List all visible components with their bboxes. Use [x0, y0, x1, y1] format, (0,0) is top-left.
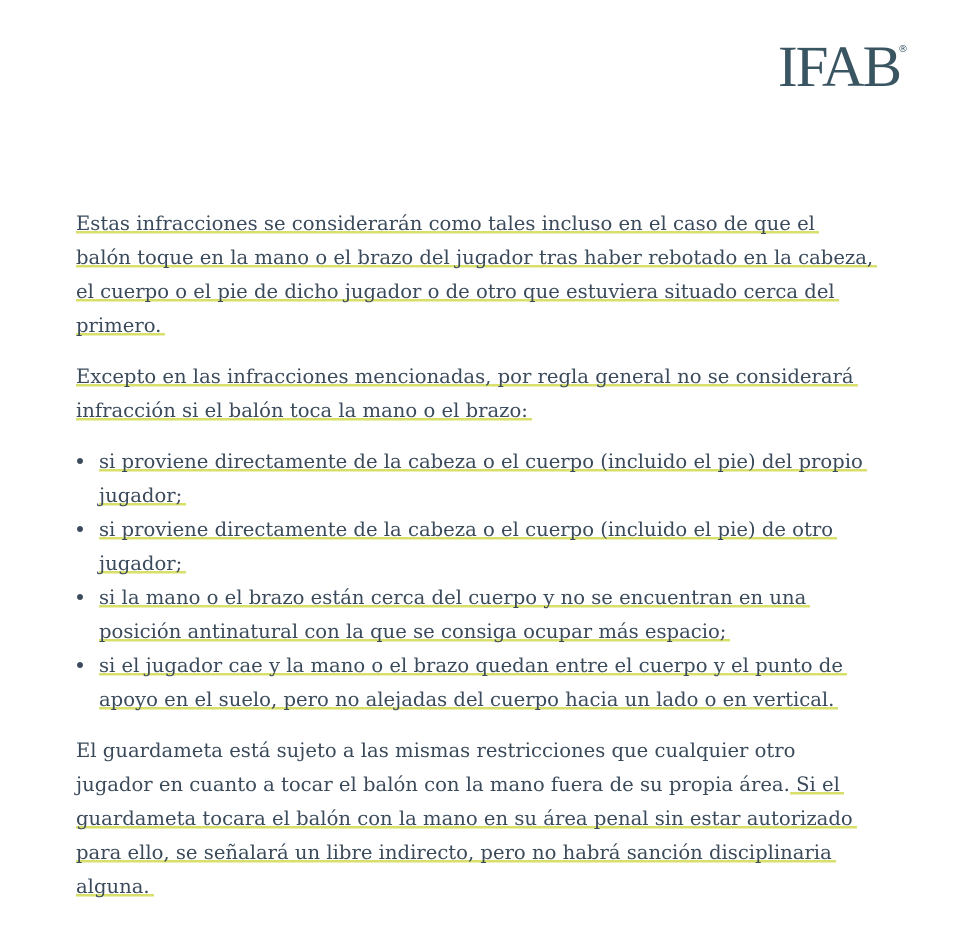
bullet-icon	[77, 594, 83, 600]
exceptions-list	[76, 445, 916, 717]
list-item	[76, 445, 916, 513]
bullet-icon	[77, 458, 83, 464]
text-line: balón toque en la mano o el brazo del jugador tras haber rebotado en la cabeza,	[76, 246, 877, 269]
list-item	[76, 513, 916, 581]
text-line: jugador;	[99, 484, 186, 507]
text-line: jugador en cuanto a tocar el balón con la mano fuera de su propia área.	[76, 773, 790, 796]
text-line: el cuerpo o el pie de dicho jugador o de otro que estuviera situado cerca del	[76, 280, 839, 303]
text-line: si proviene directamente de la cabeza o el cuerpo (incluido el pie) de otro	[99, 518, 837, 541]
text-line-highlight: Si el	[790, 773, 844, 796]
text-line: si la mano o el brazo están cerca del cuerpo y no se encuentran en una	[99, 586, 810, 609]
registered-mark: ®	[898, 44, 908, 55]
text-line: guardameta tocara el balón con la mano en su área penal sin estar autorizado	[76, 807, 857, 830]
ifab-logo	[778, 38, 908, 94]
bullet-icon	[77, 662, 83, 668]
text-line: apoyo en el suelo, pero no alejadas del cuerpo hacia un lado o en vertical.	[99, 688, 838, 711]
paragraph-infractions	[76, 207, 916, 343]
text-line: primero.	[76, 314, 165, 337]
law-text	[76, 207, 916, 921]
text-line: para ello, se señalará un libre indirecto, pero no habrá sanción disciplinaria	[76, 841, 836, 864]
paragraph-goalkeeper	[76, 734, 916, 904]
text-line: si el jugador cae y la mano o el brazo quedan entre el cuerpo y el punto de	[99, 654, 847, 677]
text-line: alguna.	[76, 875, 154, 898]
bullet-icon	[77, 526, 83, 532]
text-line: Estas infracciones se considerarán como tales incluso en el caso de que el	[76, 212, 819, 235]
list-item	[76, 649, 916, 717]
text-line: infracción si el balón toca la mano o el brazo:	[76, 399, 532, 422]
text-line: Excepto en las infracciones mencionadas, por regla general no se considerará	[76, 365, 858, 388]
text-line: posición antinatural con la que se consiga ocupar más espacio;	[99, 620, 730, 643]
text-line: jugador;	[99, 552, 186, 575]
list-item	[76, 581, 916, 649]
text-line: El guardameta está sujeto a las mismas restricciones que cualquier otro	[76, 739, 796, 762]
paragraph-exceptions	[76, 360, 916, 428]
ifab-logo-text: IFAB	[778, 38, 900, 94]
text-line: si proviene directamente de la cabeza o el cuerpo (incluido el pie) del propio	[99, 450, 867, 473]
